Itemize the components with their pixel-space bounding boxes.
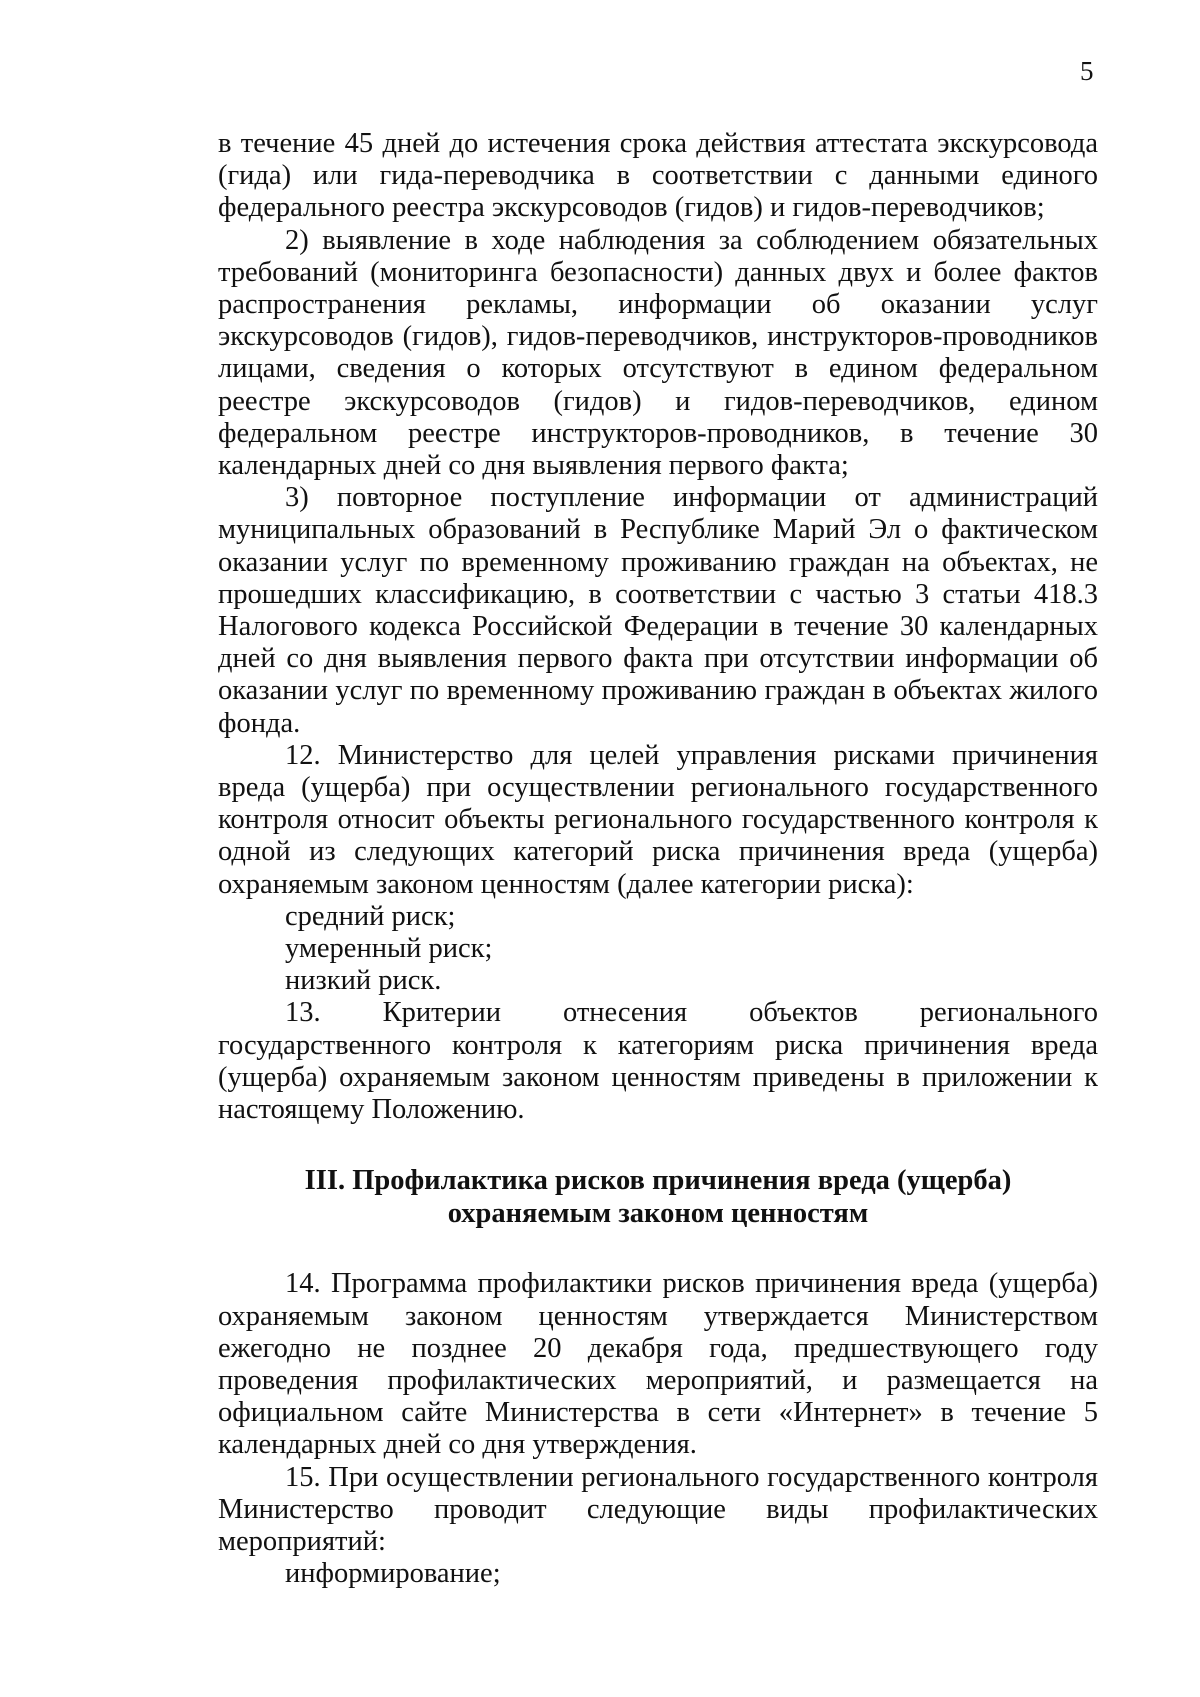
section-heading [218, 1164, 1098, 1230]
paragraph-13: 13. Критерии отнесения объектов регионального государственного контроля к категориям риска причинения вреда (ущерба) охраняемым законом ценностям приведены в приложении к настоящему Положению. [218, 997, 1098, 1126]
section-heading-line-1: III. Профилактика рисков причинения вреда (ущерба) [304, 1165, 1012, 1197]
list-item: низкий риск. [285, 965, 442, 997]
page-number: 5 [1080, 56, 1094, 86]
list-item: умеренный риск; [285, 933, 493, 965]
list-item: информирование; [285, 1558, 501, 1590]
paragraph-item-3: 3) повторное поступление информации от администраций муниципальных образований в Республике Марий Эл о фактическом оказании услуг по временному проживанию граждан на объектах, не прошедших классификацию, в соответствии с частью 3 статьи 418.3 Налогового кодекса Российской Федерации в течение 30 календарных дней со дня выявления первого факта при отсутствии информации об оказании услуг по временному проживанию граждан в объектах жилого фонда. [218, 482, 1098, 739]
section-heading-line-2: охраняемым законом ценностям [447, 1198, 869, 1230]
paragraph-item-2: 2) выявление в ходе наблюдения за соблюдением обязательных требований (мониторинга безопасности) данных двух и более фактов распространения рекламы, информации об оказании услуг экскурсоводов (гидов), гидов-переводчиков, инструкторов-проводников лицами, сведения о которых отсутствуют в едином федеральном реестре экскурсоводов (гидов) и гидов-переводчиков, едином федеральном реестре инструкторов-проводников, в течение 30 календарных дней со дня выявления первого факта; [218, 224, 1098, 482]
paragraph-12: 12. Министерство для целей управления рисками причинения вреда (ущерба) при осуществлении регионального государственного контроля относит объекты регионального государственного контроля к одной из следующих категорий риска причинения вреда (ущерба) охраняемым законом ценностям (далее категории риска): [218, 739, 1098, 900]
prevention-measures-list [218, 1558, 1098, 1590]
risk-categories-list [218, 901, 1098, 998]
list-item: средний риск; [285, 900, 456, 932]
paragraph-continuation: в течение 45 дней до истечения срока действия аттестата экскурсовода (гида) или гида-переводчика в соответствии с данными единого федерального реестра экскурсоводов (гидов) и гидов-переводчиков; [218, 128, 1098, 224]
document-body [218, 128, 1098, 1590]
paragraph-14: 14. Программа профилактики рисков причинения вреда (ущерба) охраняемым законом ценностям утверждается Министерством ежегодно не позднее 20 декабря года, предшествующего году проведения профилактических мероприятий, и размещается на официальном сайте Министерства в сети «Интернет» в течение 5 календарных дней со дня утверждения. [218, 1268, 1098, 1461]
paragraph-15: 15. При осуществлении регионального государственного контроля Министерство проводит следующие виды профилактических мероприятий: [218, 1461, 1098, 1557]
